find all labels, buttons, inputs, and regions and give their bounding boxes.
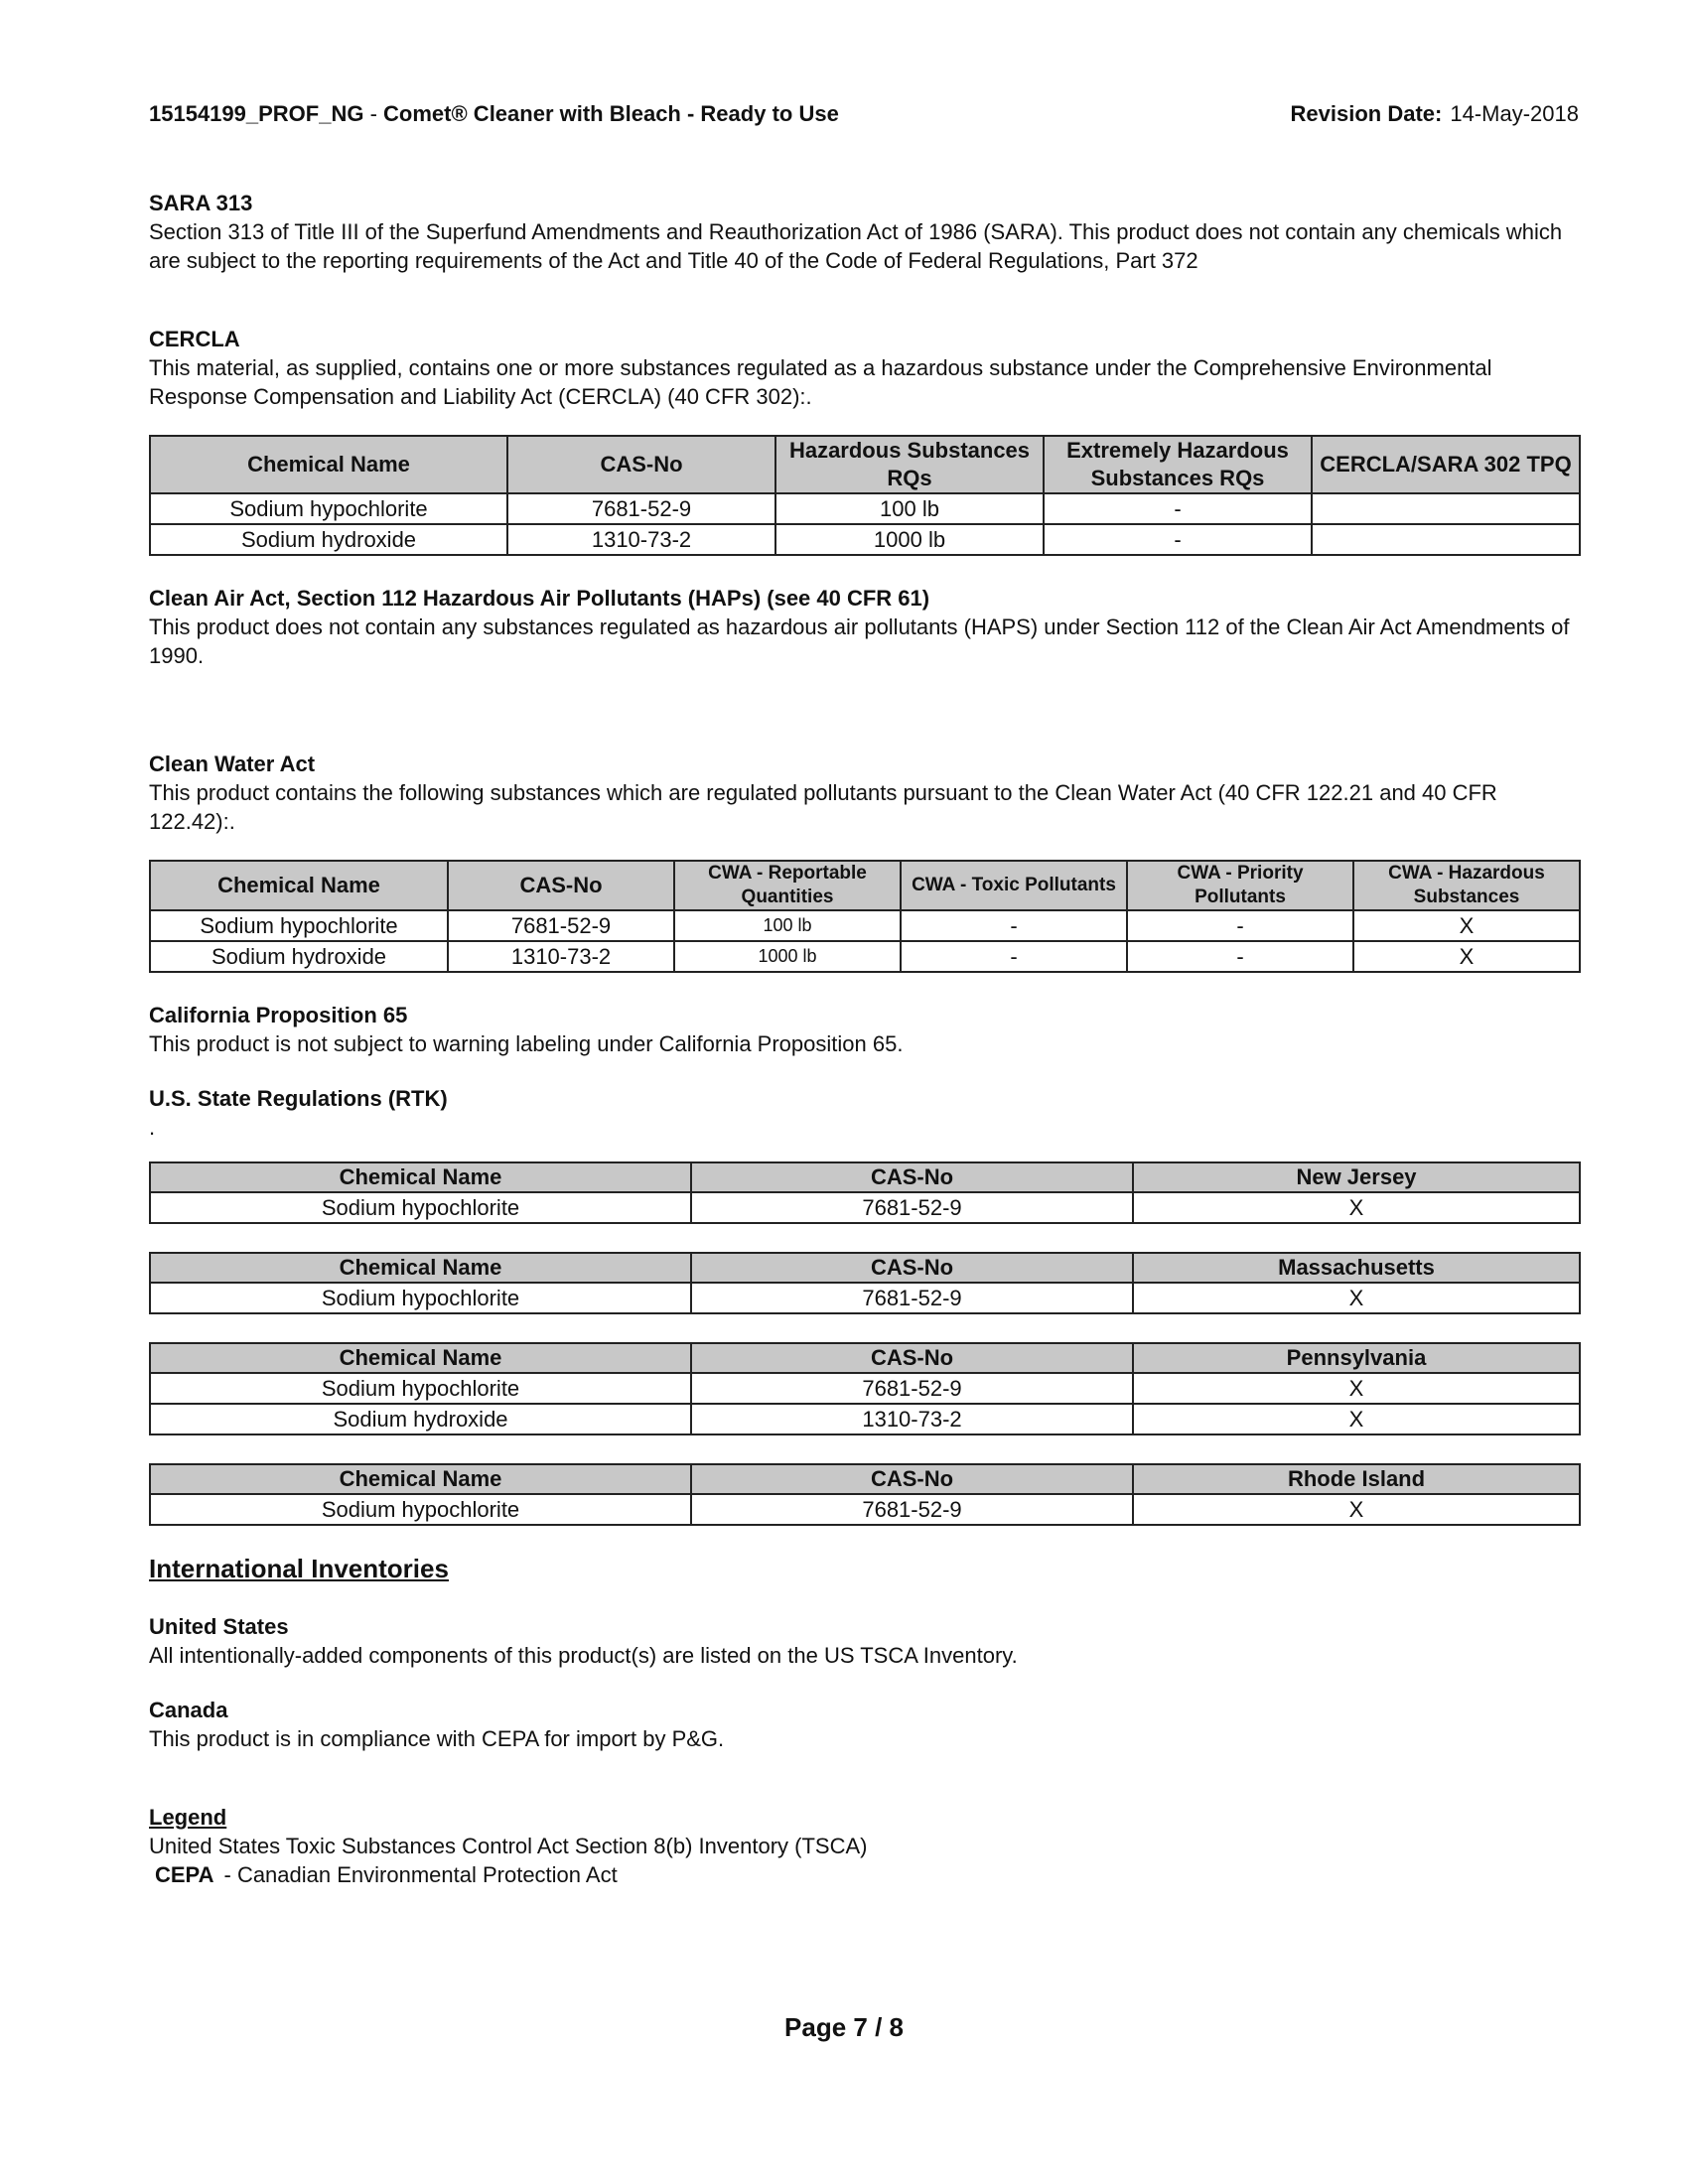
column-header: CAS-No — [691, 1464, 1133, 1494]
column-header: CAS-No — [507, 436, 775, 493]
document-page — [149, 99, 1579, 1889]
column-header: CWA - Toxic Pollutants — [901, 861, 1127, 910]
revision-value: 14-May-2018 — [1450, 101, 1579, 126]
revision-label: Revision Date: — [1290, 101, 1443, 126]
column-header: CAS-No — [691, 1343, 1133, 1373]
clean-air-title: Clean Air Act, Section 112 Hazardous Air Pollutants (HAPs) (see 40 CFR 61) — [149, 586, 930, 611]
us-inventory-section — [149, 1612, 1579, 1670]
state-regs-text: . — [149, 1115, 156, 1140]
table-row — [150, 524, 1580, 555]
table-cell: Sodium hypochlorite — [150, 1192, 691, 1223]
clean-air-text: This product does not contain any substances regulated as hazardous air pollutants (HAPS) under Section 112 of the Clean Air Act Amendments of 1990. — [149, 614, 1570, 668]
table-cell: Sodium hydroxide — [150, 941, 448, 972]
clean-water-section — [149, 750, 1579, 836]
cercla-title: CERCLA — [149, 327, 240, 351]
table-cell: X — [1353, 941, 1580, 972]
us-inventory-title: United States — [149, 1614, 289, 1639]
table-cell: Sodium hypochlorite — [150, 1373, 691, 1404]
table-header-row — [150, 861, 1580, 910]
column-header: CWA - Priority Pollutants — [1127, 861, 1353, 910]
us-inventory-text: All intentionally-added components of this product(s) are listed on the US TSCA Inventory. — [149, 1643, 1018, 1668]
column-header: Chemical Name — [150, 1162, 691, 1192]
column-header: CWA - Reportable Quantities — [674, 861, 901, 910]
column-header: CAS-No — [448, 861, 674, 910]
clean-water-table — [149, 860, 1581, 973]
table-cell: - — [1127, 941, 1353, 972]
column-header: CWA - Hazardous Substances — [1353, 861, 1580, 910]
page-header — [149, 99, 1579, 163]
table-row — [150, 910, 1580, 941]
table-cell: X — [1133, 1404, 1580, 1434]
table-cell: - — [901, 941, 1127, 972]
table-row — [150, 1404, 1580, 1434]
table-cell: X — [1133, 1494, 1580, 1525]
table-row — [150, 1283, 1580, 1313]
state-table-rhode-island — [149, 1463, 1581, 1526]
table-cell: 1310-73-2 — [448, 941, 674, 972]
clean-air-section — [149, 584, 1579, 670]
table-cell: Sodium hypochlorite — [150, 1283, 691, 1313]
table-cell: Sodium hypochlorite — [150, 910, 448, 941]
table-cell: 7681-52-9 — [691, 1192, 1133, 1223]
state-regs-section — [149, 1084, 1579, 1142]
table-cell: 7681-52-9 — [691, 1283, 1133, 1313]
sara313-text: Section 313 of Title III of the Superfund Amendments and Reauthorization Act of 1986 (SARA). This product does not contain any chemicals which are subject to the reporting requirements of the Act and Title 40 of the Code of Federal Regulations, Part 372 — [149, 219, 1563, 273]
table-cell: 7681-52-9 — [507, 493, 775, 524]
legend-cepa — [149, 1860, 1579, 1889]
table-row — [150, 1192, 1580, 1223]
legend-cepa-text: - Canadian Environmental Protection Act — [223, 1862, 618, 1887]
column-header: Chemical Name — [150, 1464, 691, 1494]
legend-title: Legend — [149, 1805, 227, 1830]
table-cell: X — [1353, 910, 1580, 941]
column-header: Pennsylvania — [1133, 1343, 1580, 1373]
canada-inventory-section — [149, 1696, 1579, 1753]
table-cell — [1312, 524, 1580, 555]
column-header: Hazardous Substances RQs — [775, 436, 1044, 493]
column-header: CAS-No — [691, 1253, 1133, 1283]
revision-date — [1291, 99, 1579, 129]
column-header: Chemical Name — [150, 1343, 691, 1373]
product-name: Comet® Cleaner with Bleach - Ready to Use — [383, 101, 839, 126]
table-row — [150, 1373, 1580, 1404]
state-table-new-jersey — [149, 1161, 1581, 1224]
table-cell: Sodium hypochlorite — [150, 493, 507, 524]
table-header-row — [150, 436, 1580, 493]
table-cell: 7681-52-9 — [691, 1373, 1133, 1404]
table-cell: - — [901, 910, 1127, 941]
document-title — [149, 99, 904, 129]
table-cell: Sodium hydroxide — [150, 1404, 691, 1434]
table-cell: - — [1044, 493, 1312, 524]
table-cell: - — [1044, 524, 1312, 555]
state-table-massachusetts — [149, 1252, 1581, 1314]
table-cell: Sodium hypochlorite — [150, 1494, 691, 1525]
table-cell: - — [1127, 910, 1353, 941]
clean-water-title: Clean Water Act — [149, 751, 316, 776]
cercla-text: This material, as supplied, contains one or more substances regulated as a hazardous substance under the Comprehensive Environmental Response Compensation and Liability Act (CERCLA) (40 CFR 302):. — [149, 355, 1492, 409]
column-header: Chemical Name — [150, 436, 507, 493]
inventories-title: International Inventories — [149, 1554, 449, 1583]
prop65-title: California Proposition 65 — [149, 1003, 408, 1027]
canada-inventory-text: This product is in compliance with CEPA for import by P&G. — [149, 1726, 725, 1751]
table-header-row — [150, 1162, 1580, 1192]
table-cell: X — [1133, 1283, 1580, 1313]
table-cell: X — [1133, 1192, 1580, 1223]
table-header-row — [150, 1253, 1580, 1283]
table-row — [150, 493, 1580, 524]
table-cell: 1310-73-2 — [691, 1404, 1133, 1434]
column-header: Chemical Name — [150, 1253, 691, 1283]
legend-cepa-abbr: CEPA — [155, 1862, 214, 1887]
column-header: Massachusetts — [1133, 1253, 1580, 1283]
sara313-title: SARA 313 — [149, 191, 253, 215]
legend-tsca: United States Toxic Substances Control Act Section 8(b) Inventory (TSCA) — [149, 1834, 868, 1858]
cercla-table — [149, 435, 1581, 556]
column-header: Rhode Island — [1133, 1464, 1580, 1494]
table-header-row — [150, 1343, 1580, 1373]
column-header: New Jersey — [1133, 1162, 1580, 1192]
state-regs-title: U.S. State Regulations (RTK) — [149, 1086, 448, 1111]
prop65-section — [149, 1001, 1579, 1058]
column-header: Extremely Hazardous Substances RQs — [1044, 436, 1312, 493]
canada-inventory-title: Canada — [149, 1698, 228, 1722]
table-cell: 100 lb — [674, 910, 901, 941]
table-cell — [1312, 493, 1580, 524]
legend-section — [149, 1803, 1579, 1889]
table-cell: 1000 lb — [674, 941, 901, 972]
prop65-text: This product is not subject to warning labeling under California Proposition 65. — [149, 1031, 904, 1056]
table-cell: 100 lb — [775, 493, 1044, 524]
column-header: CERCLA/SARA 302 TPQ — [1312, 436, 1580, 493]
table-header-row — [150, 1464, 1580, 1494]
table-cell: 7681-52-9 — [448, 910, 674, 941]
title-separator: - — [363, 101, 384, 126]
table-cell: Sodium hydroxide — [150, 524, 507, 555]
table-cell: X — [1133, 1373, 1580, 1404]
table-cell: 7681-52-9 — [691, 1494, 1133, 1525]
cercla-section — [149, 325, 1579, 411]
table-row — [150, 1494, 1580, 1525]
state-table-pennsylvania — [149, 1342, 1581, 1435]
column-header: CAS-No — [691, 1162, 1133, 1192]
column-header: Chemical Name — [150, 861, 448, 910]
table-cell: 1000 lb — [775, 524, 1044, 555]
clean-water-text: This product contains the following substances which are regulated pollutants pursuant to the Clean Water Act (40 CFR 122.21 and 40 CFR 122.42):. — [149, 780, 1497, 834]
document-id: 15154199_PROF_NG — [149, 101, 364, 126]
sara313-section — [149, 189, 1579, 275]
page-number: Page 7 / 8 — [784, 2012, 904, 2042]
table-cell: 1310-73-2 — [507, 524, 775, 555]
table-row — [150, 941, 1580, 972]
